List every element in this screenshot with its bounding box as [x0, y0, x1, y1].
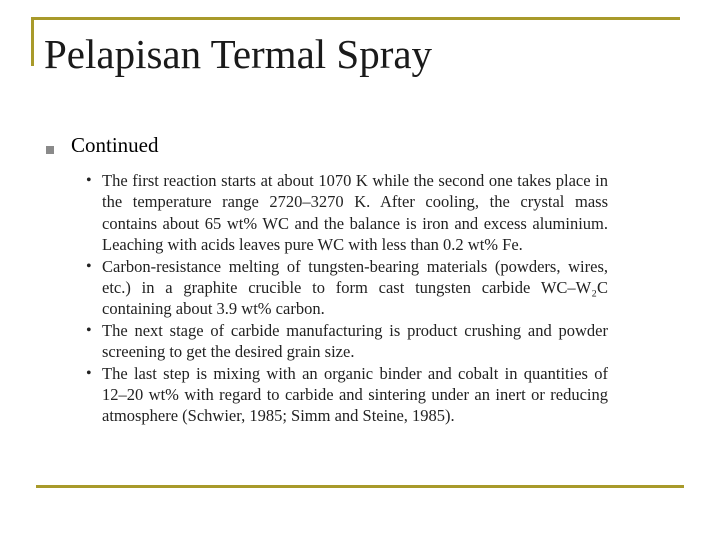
- slide-title: Pelapisan Termal Spray: [44, 31, 433, 77]
- bullet-dot-icon: •: [86, 321, 92, 339]
- paragraph-text: The last step is mixing with an organic binder and cobalt in quantities of 12–20 wt% with regard to carbide and sintering under an inert or reducing atmosphere (Schwier, 1985; Simm and Steine, 1985).: [102, 363, 608, 426]
- list-item: [86, 363, 608, 427]
- bullet-continued: Continued: [71, 133, 159, 157]
- frame-left-rule: [31, 17, 34, 66]
- list-item: [86, 256, 608, 320]
- square-bullet-icon: [46, 146, 54, 154]
- frame-top-rule: [31, 17, 680, 20]
- frame-bottom-rule: [36, 485, 684, 488]
- paragraph-text: The next stage of carbide manufacturing is product crushing and powder screening to get the desired grain size.: [102, 320, 608, 362]
- list-item: [86, 320, 608, 363]
- paragraph-text: Carbon-resistance melting of tungsten-bearing materials (powders, wires, etc.) in a graphite crucible to form cast tungsten carbide WC–W₂C containing about 3.9 wt% carbon.: [102, 256, 608, 319]
- list-item: [86, 170, 608, 256]
- paragraph-text: The first reaction starts at about 1070 K while the second one takes place in the temperature range 2720–3270 K. After cooling, the crystal mass contains about 65 wt% WC and the balance is iron and excess aluminium. Leaching with acids leaves pure WC with less than 0.2 wt% Fe.: [102, 171, 608, 255]
- bullet-dot-icon: •: [86, 172, 92, 189]
- bullet-dot-icon: •: [86, 364, 92, 382]
- scanned-text-block: [86, 170, 608, 427]
- bullet-dot-icon: •: [86, 257, 92, 275]
